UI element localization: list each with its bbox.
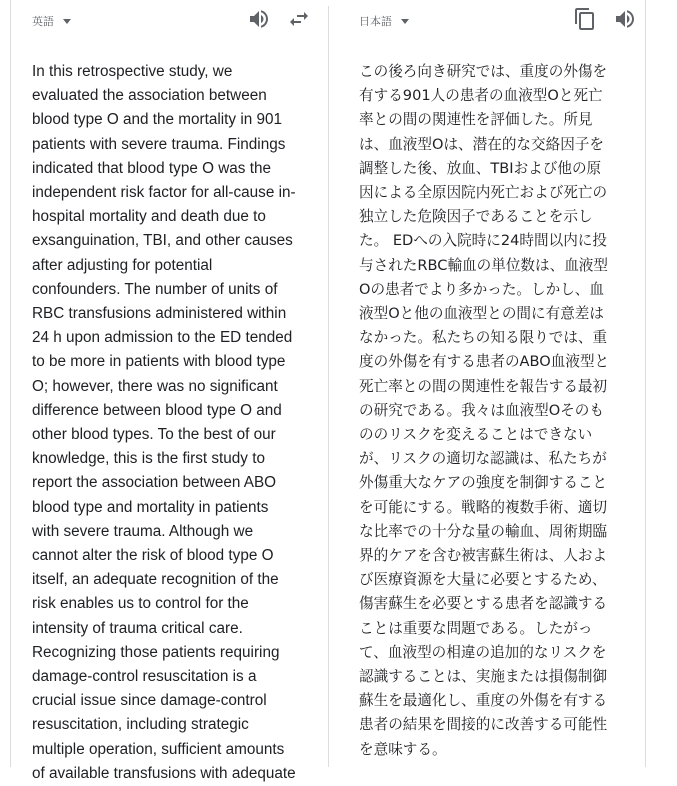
source-language-select[interactable]	[32, 13, 71, 29]
target-language-select[interactable]	[359, 13, 409, 29]
target-pane	[329, 0, 645, 767]
swap-icon	[287, 7, 311, 31]
source-pane	[11, 0, 328, 782]
copy-translation-button[interactable]	[573, 7, 597, 31]
target-language-label: 日本語	[359, 15, 392, 28]
source-toolbar	[11, 0, 328, 40]
source-language-label: 英語	[32, 15, 54, 28]
translation-text: この後ろ向き研究では、重度の外傷を 有する901人の患者の血液型Oと死亡 率との間の関連性を評価した。所見 は、血液型Oは、潜在的な交絡因子を 調整した後、放血、TBIおよび他の原 因による全原因院内死亡および死亡の 独立した危険因子であることを示し た。 EDへの入院時に24時間以内に投 与されたRBC輸血の単位数は、血液型 Oの患者でより多かった。しかし、血 液型Oと他の血液型との間に有意差は なかった。私たちの知る限りでは、重 度の外傷を有する患者のABO血液型と 死亡率との間の関連性を報告する最初 の研究である。我々は血液型Oそのも ののリスクを変えることはできない が、リスクの適切な認識は、私たちが 外傷重大なケアの強度を制御すること を可能にする。戦略的複数手術、適切 な比率での十分な量の輸血、周術期臨 界的ケアを含む被害蘇生術は、人およ び医療資源を大量に必要とするため、 傷害蘇生を必要とする患者を認識する ことは重要な問題である。したがっ て、血液型の相違の追加的なリスクを 認識することは、実施または損傷制御 蘇生を最適化し、重度の外傷を有する 患者の結果を間接的に改善する可能性 を意味する。	[359, 63, 610, 758]
listen-target-button[interactable]	[613, 7, 637, 31]
chevron-down-icon	[401, 19, 409, 24]
target-toolbar	[329, 0, 645, 40]
chevron-down-icon	[63, 19, 71, 24]
translate-card	[10, 0, 646, 782]
copy-icon	[573, 7, 597, 31]
source-text[interactable]: In this retrospective study, we evaluated the association between blood type O and the mortality in 901 patients with severe trauma. Findings indicated that blood type O was the independent risk factor for all-cause in- hospital mortality and death due to exsanguination, TBI, and other causes after adjusting for potential confounders. The number of units of RBC transfusions administered within 24 h upon admission to the ED tended to be more in patients with blood type O; however, there was no significant difference between blood type O and other blood types. To the best of our knowledge, this is the first study to report the association between ABO blood type and mortality in patients with severe trauma. Although we cannot alter the risk of blood type O itself, an adequate recognition of the risk enables us to control for the intensity of trauma critical care. Recognizing those patients requiring damage-control resuscitation is a crucial issue since damage-control resuscitation, including strategic multiple operation, sufficient amounts of available transfusions with adequate	[32, 63, 296, 782]
swap-languages-button[interactable]	[287, 7, 311, 31]
speaker-icon	[247, 7, 271, 31]
listen-source-button[interactable]	[247, 7, 271, 31]
speaker-icon	[613, 7, 637, 31]
